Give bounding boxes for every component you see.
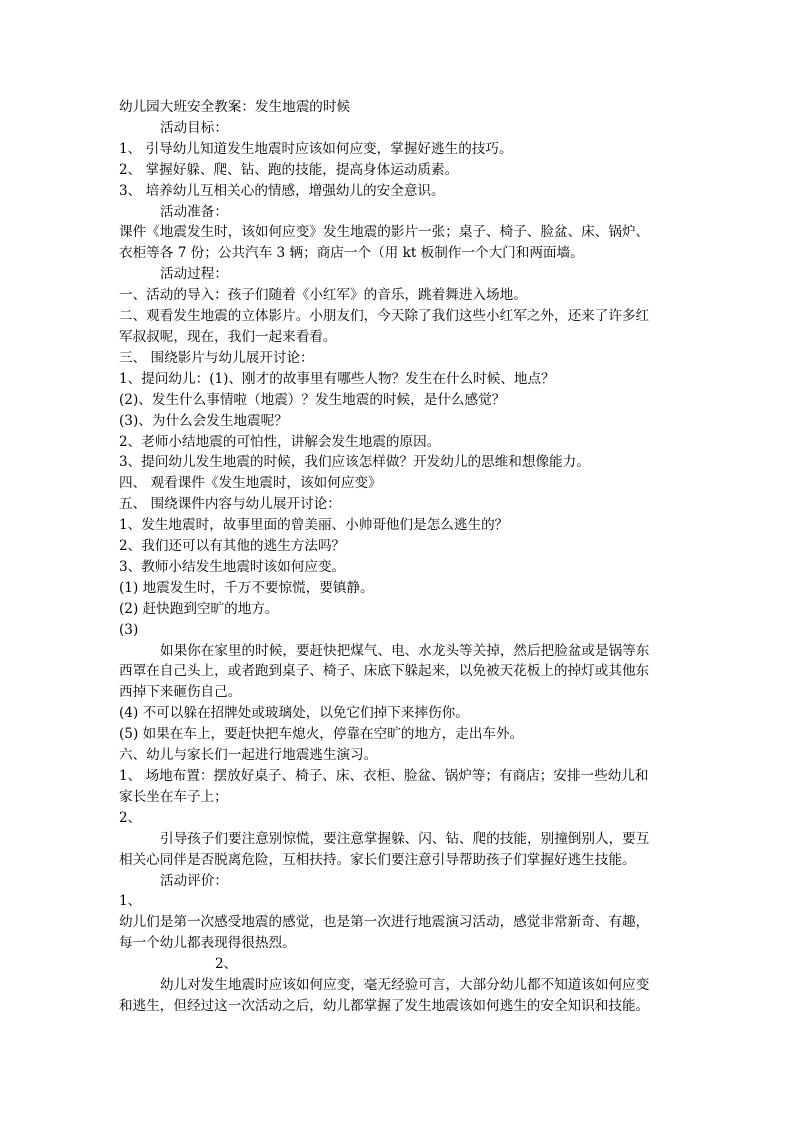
paragraph: 活动目标： — [160, 119, 228, 136]
paragraph: (1) 地震发生时，千万不要惊慌，要镇静。 — [119, 579, 374, 596]
paragraph: 二、观看发生地震的立体影片。小朋友们，今天除了我们这些小红军之外，还来了许多红军叔叔呢，现在，我们一起来看看。 — [119, 308, 650, 345]
paragraph: 1、提问幼儿：(1)、刚才的故事里有哪些人物？发生在什么时候、地点？ — [119, 370, 555, 387]
paragraph: (5) 如果在车上，要赶快把车熄火，停靠在空旷的地方，走出车外。 — [119, 726, 524, 743]
paragraph: 三、 围绕影片与幼儿展开讨论： — [119, 349, 314, 366]
paragraph: 活动过程： — [160, 266, 228, 283]
paragraph: 幼儿们是第一次感受地震的感觉，也是第一次进行地震演习活动，感觉非常新奇、有趣，每一个幼儿都表现得很热烈。 — [119, 914, 650, 952]
paragraph: 一、活动的导入：孩子们随着《小红军》的音乐，跳着舞进入场地。 — [119, 287, 527, 304]
paragraph: 幼儿对发生地震时应该如何应变，毫无经验可言，大部分幼儿都不知道该如何应变和逃生，但经过这一次活动之后，幼儿都掌握了发生地震该如何逃生的安全知识和技能。 — [119, 977, 650, 1014]
paragraph: 1、 引导幼儿知道发生地震时应该如何应变，掌握好逃生的技巧。 — [119, 140, 513, 157]
paragraph: 课件《地震发生时，该如何应变》发生地震的影片一张；桌子、椅子、脸盆、床、锅炉、衣柜等各 7 份；公共汽车 3 辆；商店一个（用 kt 板制作一个大门和两面墙。 — [119, 224, 650, 262]
paragraph: 2、 — [215, 956, 238, 973]
paragraph: (3)、为什么会发生地震呢？ — [119, 412, 288, 429]
paragraph: 五、 围绕课件内容与幼儿展开讨论： — [119, 496, 341, 513]
paragraph: 活动准备： — [160, 203, 228, 220]
paragraph: (2) 赶快跑到空旷的地方。 — [119, 600, 279, 617]
paragraph: 如果你在家里的时候，要赶快把煤气、电、水龙头等关掉，然后把脸盆或是锅等东西罩在自己头上，或者跑到桌子、椅子、床底下躲起来，以免被天花板上的掉灯或其他东西掉下来砸伤自己。 — [119, 642, 650, 701]
paragraph: 2、我们还可以有其他的逃生方法吗？ — [119, 538, 346, 555]
paragraph: 2、 掌握好躲、爬、钻、跑的技能，提高身体运动质素。 — [119, 161, 459, 178]
paragraph: 3、教师小结发生地震时该如何应变。 — [119, 558, 346, 575]
paragraph: 1、 — [119, 893, 142, 910]
paragraph: 2、 — [119, 809, 142, 826]
paragraph: 活动评价： — [160, 872, 228, 889]
paragraph: 3、提问幼儿发生地震的时候，我们应该怎样做？开发幼儿的思维和想像能力。 — [119, 454, 590, 471]
paragraph: (3) — [119, 621, 139, 638]
paragraph: 1、 场地布置：摆放好桌子、椅子、床、衣柜、脸盆、锅炉等；有商店；安排一些幼儿和家长坐在车子上； — [119, 768, 649, 805]
paragraph: 3、 培养幼儿互相关心的情感，增强幼儿的安全意识。 — [119, 182, 445, 199]
paragraph: (2)、发生什么事情啦（地震）？发生地震的时候，是什么感觉？ — [119, 391, 506, 408]
paragraph: 2、老师小结地震的可怕性，讲解会发生地震的原因。 — [119, 433, 441, 450]
document-title: 幼儿园大班安全教案：发生地震的时候 — [119, 99, 351, 115]
paragraph: 六、幼儿与家长们一起进行地震逃生演习。 — [119, 747, 378, 764]
paragraph: 四、 观看课件《发生地震时，该如何应变》 — [119, 475, 382, 492]
document-body — [119, 97, 659, 1017]
paragraph: 引导孩子们要注意别惊慌，要注意掌握躲、闪、钻、爬的技能，别撞倒别人，要互相关心同伴是否脱离危险，互相扶持。家长们要注意引导帮助孩子们掌握好逃生技能。 — [119, 830, 650, 868]
paragraph: (4) 不可以躲在招牌处或玻璃处，以免它们掉下来摔伤你。 — [119, 705, 469, 722]
paragraph: 1、发生地震时，故事里面的曾美丽、小帅哥他们是怎么逃生的？ — [119, 517, 509, 534]
